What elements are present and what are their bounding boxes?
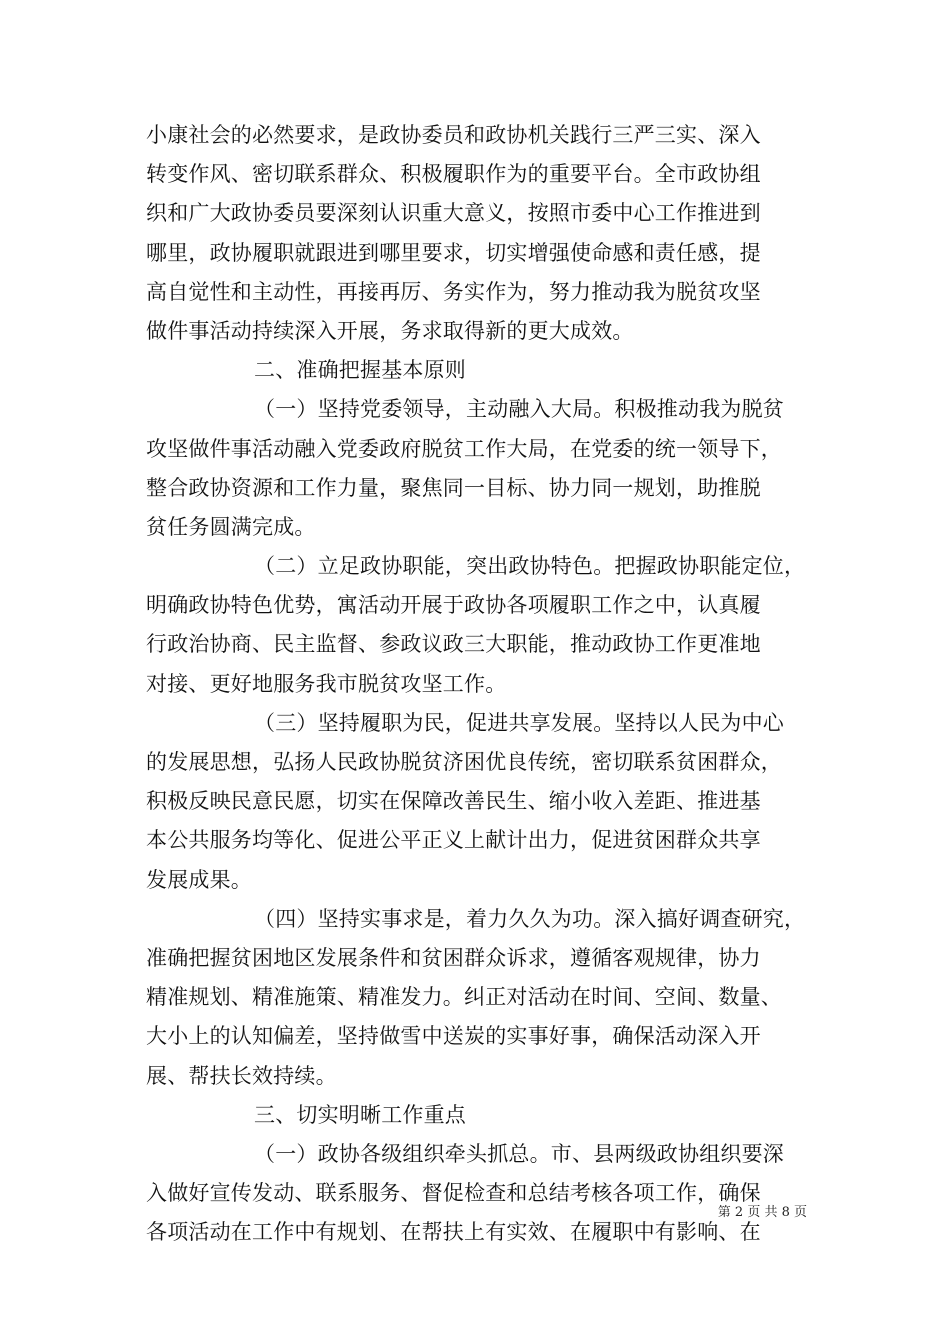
body-text-line: 高自觉性和主动性，再接再厉、务实作为，努力推动我为脱贫攻坚 xyxy=(146,279,761,304)
body-text-line: 的发展思想，弘扬人民政协脱贫济困优良传统，密切联系贫困群众， xyxy=(146,750,782,774)
paragraph-heading-line: （三）坚持履职为民，促进共享发展。坚持以人民为中心 xyxy=(254,710,784,735)
body-text-line: 转变作风、密切联系群众、积极履职作为的重要平台。全市政协组 xyxy=(146,162,761,187)
body-text-line: 做件事活动持续深入开展，务求取得新的更大成效。 xyxy=(146,318,634,343)
body-text-line: 积极反映民意民愿，切实在保障改善民生、缩小收入差距、推进基 xyxy=(146,789,761,814)
body-text-line: 贫任务圆满完成。 xyxy=(146,514,316,539)
paragraph-heading-line: （二）立足政协职能，突出政协特色。把握政协职能定位， xyxy=(254,554,806,579)
body-text-line: 攻坚做件事活动融入党委政府脱贫工作大局，在党委的统一领导下， xyxy=(146,436,782,461)
body-text-line: 展、帮扶长效持续。 xyxy=(146,1063,337,1088)
body-text-line: 发展成果。 xyxy=(146,867,252,892)
paragraph-heading-line: （一）政协各级组织牵头抓总。市、县两级政协组织要深 xyxy=(254,1141,784,1166)
body-text-line: 小康社会的必然要求，是政协委员和政协机关践行三严三实、深入 xyxy=(146,123,761,147)
body-text-line: 行政治协商、民主监督、参政议政三大职能，推动政协工作更准地 xyxy=(146,632,761,657)
paragraph-heading-line: 二、准确把握基本原则 xyxy=(254,358,466,383)
body-text-line: 入做好宣传发动、联系服务、督促检查和总结考核各项工作，确保 xyxy=(146,1181,761,1206)
document-body xyxy=(146,116,826,1252)
body-text-line: 哪里，政协履职就跟进到哪里要求，切实增强使命感和责任感，提 xyxy=(146,240,761,265)
body-text-line: 准确把握贫困地区发展条件和贫困群众诉求，遵循客观规律，协力 xyxy=(146,945,761,970)
body-text-line: 明确政协特色优势，寓活动开展于政协各项履职工作之中，认真履 xyxy=(146,593,761,618)
body-text-line: 整合政协资源和工作力量，聚焦同一目标、协力同一规划，助推脱 xyxy=(146,475,761,500)
body-text-line: 本公共服务均等化、促进公平正义上献计出力，促进贫困群众共享 xyxy=(146,828,761,853)
paragraph-heading-line: 三、切实明晰工作重点 xyxy=(254,1102,466,1127)
paragraph-heading-line: （一）坚持党委领导，主动融入大局。积极推动我为脱贫 xyxy=(254,397,784,422)
body-text-line: 精准规划、精准施策、精准发力。纠正对活动在时间、空间、数量、 xyxy=(146,985,782,1010)
body-text-line: 各项活动在工作中有规划、在帮扶上有实效、在履职中有影响、在 xyxy=(146,1220,761,1245)
page-number: 第 2 页 共 8 页 xyxy=(717,1205,807,1220)
body-text-line: 织和广大政协委员要深刻认识重大意义，按照市委中心工作推进到 xyxy=(146,201,761,226)
body-text-line: 大小上的认知偏差，坚持做雪中送炭的实事好事，确保活动深入开 xyxy=(146,1024,761,1049)
body-text-line: 对接、更好地服务我市脱贫攻坚工作。 xyxy=(146,671,507,696)
paragraph-heading-line: （四）坚持实事求是，着力久久为功。深入搞好调查研究， xyxy=(254,906,806,931)
